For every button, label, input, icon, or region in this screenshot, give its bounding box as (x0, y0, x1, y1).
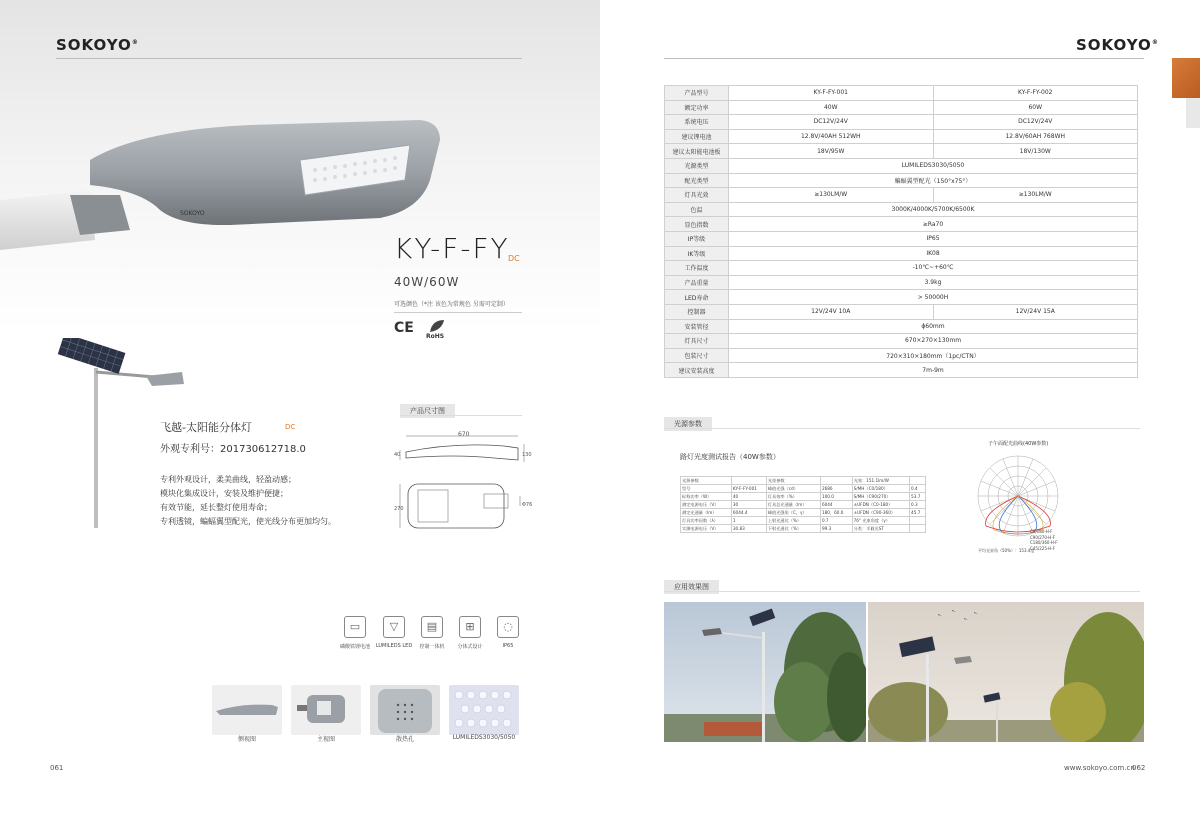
spec-label: 光源类型 (665, 158, 729, 173)
spec-value: 12.8V/40AH 512WH (729, 129, 934, 144)
spec-value: IP65 (729, 231, 1138, 246)
table-row (681, 525, 926, 533)
controller-icon: ▤ (421, 616, 443, 638)
thumb-label: LUMILEDS3030/5050 (452, 734, 516, 741)
spec-value: 60W (933, 100, 1138, 115)
table-row (665, 363, 1138, 378)
application-photo-right (868, 602, 1144, 742)
spec-value: 7m-9m (729, 363, 1138, 378)
spec-label: 建议太阳能电池板 (665, 144, 729, 159)
report-cell: ±UFDN（C90-360） (852, 509, 909, 517)
spec-value: ≥Ra70 (729, 217, 1138, 232)
feature-label: LUMILEDS LED (375, 643, 413, 649)
report-cell: 180，60.0 (820, 509, 852, 517)
report-cell (910, 517, 926, 525)
polar-note: 平均光束角（50%）：153.4度 (978, 548, 1035, 553)
report-cell (910, 477, 926, 485)
spec-value: ≥130LM/W (933, 188, 1138, 203)
spec-value: > 50000H (729, 290, 1138, 305)
thumb-label: 侧视图 (237, 736, 256, 743)
logo-reg-mark: ® (131, 39, 139, 46)
table-row (681, 517, 926, 525)
report-cell: 下射光通比（%） (766, 525, 820, 533)
report-cell: 灯具效率（%） (766, 493, 820, 501)
desc-line: 专利透镜，蝙蝠翼型配光，使光线分布更加均匀。 (160, 517, 336, 526)
report-cell: 光束参数 (766, 477, 820, 485)
report-cell: KY-F-FY-001 (731, 485, 766, 493)
table-row (665, 348, 1138, 363)
spec-value: 3.9kg (729, 275, 1138, 290)
report-cell: 光源参数 (681, 477, 732, 485)
report-cell: 30.83 (731, 525, 766, 533)
table-row (665, 129, 1138, 144)
brand-logo-right (1076, 36, 1159, 54)
table-row (681, 509, 926, 517)
product-divider (394, 312, 522, 313)
logo-text: SOKOYO (56, 36, 132, 54)
thumb-side-view (212, 685, 282, 735)
spec-label: 额定功率 (665, 100, 729, 115)
report-cell: 30 (731, 501, 766, 509)
logo-reg-mark: ® (1151, 39, 1159, 46)
report-title: 路灯光度测试报告（40W参数） (680, 453, 780, 461)
feature-label: IP65 (502, 643, 514, 649)
report-cell: 型号 (681, 485, 732, 493)
spec-value: 蝙蝠翼型配光（150°x75°） (729, 173, 1138, 188)
polar-light-distribution-chart (968, 452, 1078, 556)
light-section-line (664, 428, 1140, 429)
thumb-label: 散热孔 (395, 736, 414, 743)
spec-label: 色温 (665, 202, 729, 217)
spec-value: ϕ60mm (729, 319, 1138, 334)
spec-value: 3000K/4000K/5700K/6500K (729, 202, 1138, 217)
feature-label: 磷酸铁锂电池 (339, 644, 370, 650)
table-row (665, 290, 1138, 305)
corner-decoration-shadow (1186, 98, 1200, 128)
table-row (681, 493, 926, 501)
table-row (665, 86, 1138, 101)
table-row (665, 334, 1138, 349)
report-cell (731, 477, 766, 485)
dim-width: 270 (394, 506, 404, 512)
battery-icon: ▭ (344, 616, 366, 638)
table-row (681, 485, 926, 493)
report-cell: ±UFDN（C0-180） (852, 501, 909, 509)
spec-value: IK08 (729, 246, 1138, 261)
spec-value: 40W (729, 100, 934, 115)
spec-label: 工作温度 (665, 261, 729, 276)
dim-small: Φ76 (522, 502, 533, 508)
spec-label: 安装管径 (665, 319, 729, 334)
spec-value: LUMILEDS3030/5050 (729, 158, 1138, 173)
table-row (665, 158, 1138, 173)
thumb-label: 主视图 (316, 736, 335, 743)
corner-decoration (1172, 58, 1200, 98)
spec-value: KY-F-FY-002 (933, 86, 1138, 101)
water-drop-icon: ◌ (497, 616, 519, 638)
rohs-leaf-icon (428, 318, 446, 334)
grid-icon: ⊞ (459, 616, 481, 638)
application-section-line (664, 591, 1140, 592)
patent-number: 外观专利号：201730612718.0 (160, 444, 306, 455)
table-row (665, 144, 1138, 159)
report-cell: 76° 光束角度（γ） (852, 517, 909, 525)
spec-label: 建议锂电池 (665, 129, 729, 144)
intro-title: 飞越-太阳能分体灯 (160, 421, 252, 434)
page-number-right: 062 (1132, 764, 1146, 772)
report-cell: 上射光通比（%） (766, 517, 820, 525)
spec-table (664, 85, 1138, 378)
brand-logo-left (56, 36, 139, 54)
report-cell: 6044 (820, 501, 852, 509)
rohs-mark: RoHS (426, 333, 445, 340)
led-icon: ▽ (383, 616, 405, 638)
street-lamp-hero-image (0, 100, 460, 270)
report-cell: 99.3 (820, 525, 852, 533)
spec-label: 灯具光效 (665, 188, 729, 203)
report-cell: 峰值光强（cd） (766, 485, 820, 493)
spec-label: IK等级 (665, 246, 729, 261)
report-cell (910, 525, 926, 533)
product-wattage: 40W/60W (394, 275, 460, 289)
spec-label: 包装尺寸 (665, 348, 729, 363)
spec-label: 系统电压 (665, 115, 729, 130)
legend-item: C45/225-H-F (1030, 545, 1056, 551)
svg-text:SOKOYO: SOKOYO (180, 210, 205, 217)
report-cell: S/MH（C0/180） (852, 485, 909, 493)
table-row (665, 275, 1138, 290)
table-row (665, 115, 1138, 130)
table-row (681, 477, 926, 485)
spec-label: 建议安装高度 (665, 363, 729, 378)
report-cell: 2686 (820, 485, 852, 493)
feature-label: 分体式设计 (457, 644, 483, 650)
spec-label: 控制器 (665, 304, 729, 319)
intro-title-suffix: DC (285, 423, 296, 431)
report-cell: 光效：151.1lm/W (852, 477, 909, 485)
application-photo-left (664, 602, 866, 742)
application-section-label: 应用效果图 (664, 580, 719, 594)
thumb-led-module (449, 685, 519, 735)
report-cell: 1 (731, 517, 766, 525)
logo-text: SOKOYO (1076, 36, 1152, 54)
table-row (665, 173, 1138, 188)
report-cell (820, 477, 852, 485)
report-cell: 45.7 (910, 509, 926, 517)
spec-value: 12V/24V 15A (933, 304, 1138, 319)
dim-length: 670 (458, 431, 470, 438)
legend-item: C180/360-H-F (1030, 540, 1058, 545)
report-cell: 灯具功率因数（λ） (681, 517, 732, 525)
dimension-label-line (400, 415, 522, 416)
report-cell: 测定电源电压（V） (681, 501, 732, 509)
dim-height-left: 40 (394, 452, 401, 458)
report-cell: 灯具总光通量（lm） (766, 501, 820, 509)
product-model: KY-F-FY (394, 232, 510, 265)
spec-label: LED寿命 (665, 290, 729, 305)
feature-label: 控制一体机 (419, 644, 445, 650)
spec-value: 670×270×130mm (729, 334, 1138, 349)
thumb-heat-holes (370, 685, 440, 735)
table-row (665, 319, 1138, 334)
thumb-main-view (291, 685, 361, 735)
report-cell: 峰值光强角（C，γ） (766, 509, 820, 517)
legend-item: C0/180-H-F (1030, 529, 1053, 534)
report-cell: 0.4 (910, 485, 926, 493)
spec-value: ≥130LM/W (729, 188, 934, 203)
spec-label: 产品重量 (665, 275, 729, 290)
polar-chart-title: 子午面配光曲线(40W参数) (988, 441, 1049, 447)
spec-value: 12.8V/60AH 768WH (933, 129, 1138, 144)
spec-label: 显色指数 (665, 217, 729, 232)
desc-line: 模块化集成设计，安装及维护便捷； (160, 489, 288, 498)
report-cell: 0.3 (910, 501, 926, 509)
spec-value: KY-F-FY-001 (729, 86, 934, 101)
light-section-label: 光源参数 (664, 417, 712, 431)
report-cell: S/MH（C90/270） (852, 493, 909, 501)
legend-item: C90/270-H-F (1030, 534, 1056, 540)
table-row (665, 188, 1138, 203)
table-row (665, 231, 1138, 246)
table-row (665, 304, 1138, 319)
website-url: www.sokoyo.com.cn (1064, 764, 1135, 772)
table-row (665, 246, 1138, 261)
spec-value: DC12V/24V (933, 115, 1138, 130)
report-cell: 53.7 (910, 493, 926, 501)
spec-value: -10℃~+60℃ (729, 261, 1138, 276)
spec-value: 18V/130W (933, 144, 1138, 159)
color-note: 可选颜色（*注 该色为常规色 另需可定制） (394, 301, 509, 308)
table-row (665, 202, 1138, 217)
desc-line: 专利外观设计，柔美曲线，轻盈动感； (160, 475, 296, 484)
report-cell: 0.7 (820, 517, 852, 525)
table-row (665, 261, 1138, 276)
product-model-suffix: DC (508, 254, 520, 263)
photometric-report-table (680, 476, 926, 533)
report-cell: 6044.4 (731, 509, 766, 517)
dimension-section-label: 产品尺寸图 (400, 404, 455, 418)
spec-label: 配光类型 (665, 173, 729, 188)
report-cell: 测定光通量（lm） (681, 509, 732, 517)
desc-line: 有效节能，延长整灯使用寿命； (160, 503, 272, 512)
table-row (681, 501, 926, 509)
table-row (665, 217, 1138, 232)
spec-label: 产品型号 (665, 86, 729, 101)
report-cell: 标称功率（W） (681, 493, 732, 501)
report-cell: 100.0 (820, 493, 852, 501)
dim-height-side: 130 (522, 452, 532, 458)
dimension-drawing (394, 428, 534, 538)
spec-value: DC12V/24V (729, 115, 934, 130)
report-cell: 40 (731, 493, 766, 501)
page-number-left: 061 (50, 764, 64, 772)
report-cell: 分类：半截光ST (852, 525, 909, 533)
spec-value: 18V/95W (729, 144, 934, 159)
header-divider (664, 58, 1144, 59)
spec-label: IP等级 (665, 231, 729, 246)
spec-label: 灯具尺寸 (665, 334, 729, 349)
spec-value: 720×310×180mm（1pc/CTN） (729, 348, 1138, 363)
spec-value: 12V/24V 10A (729, 304, 934, 319)
report-cell: 实测电源电压（V） (681, 525, 732, 533)
ce-mark: CE (394, 320, 414, 336)
table-row (665, 100, 1138, 115)
header-divider (56, 58, 522, 59)
